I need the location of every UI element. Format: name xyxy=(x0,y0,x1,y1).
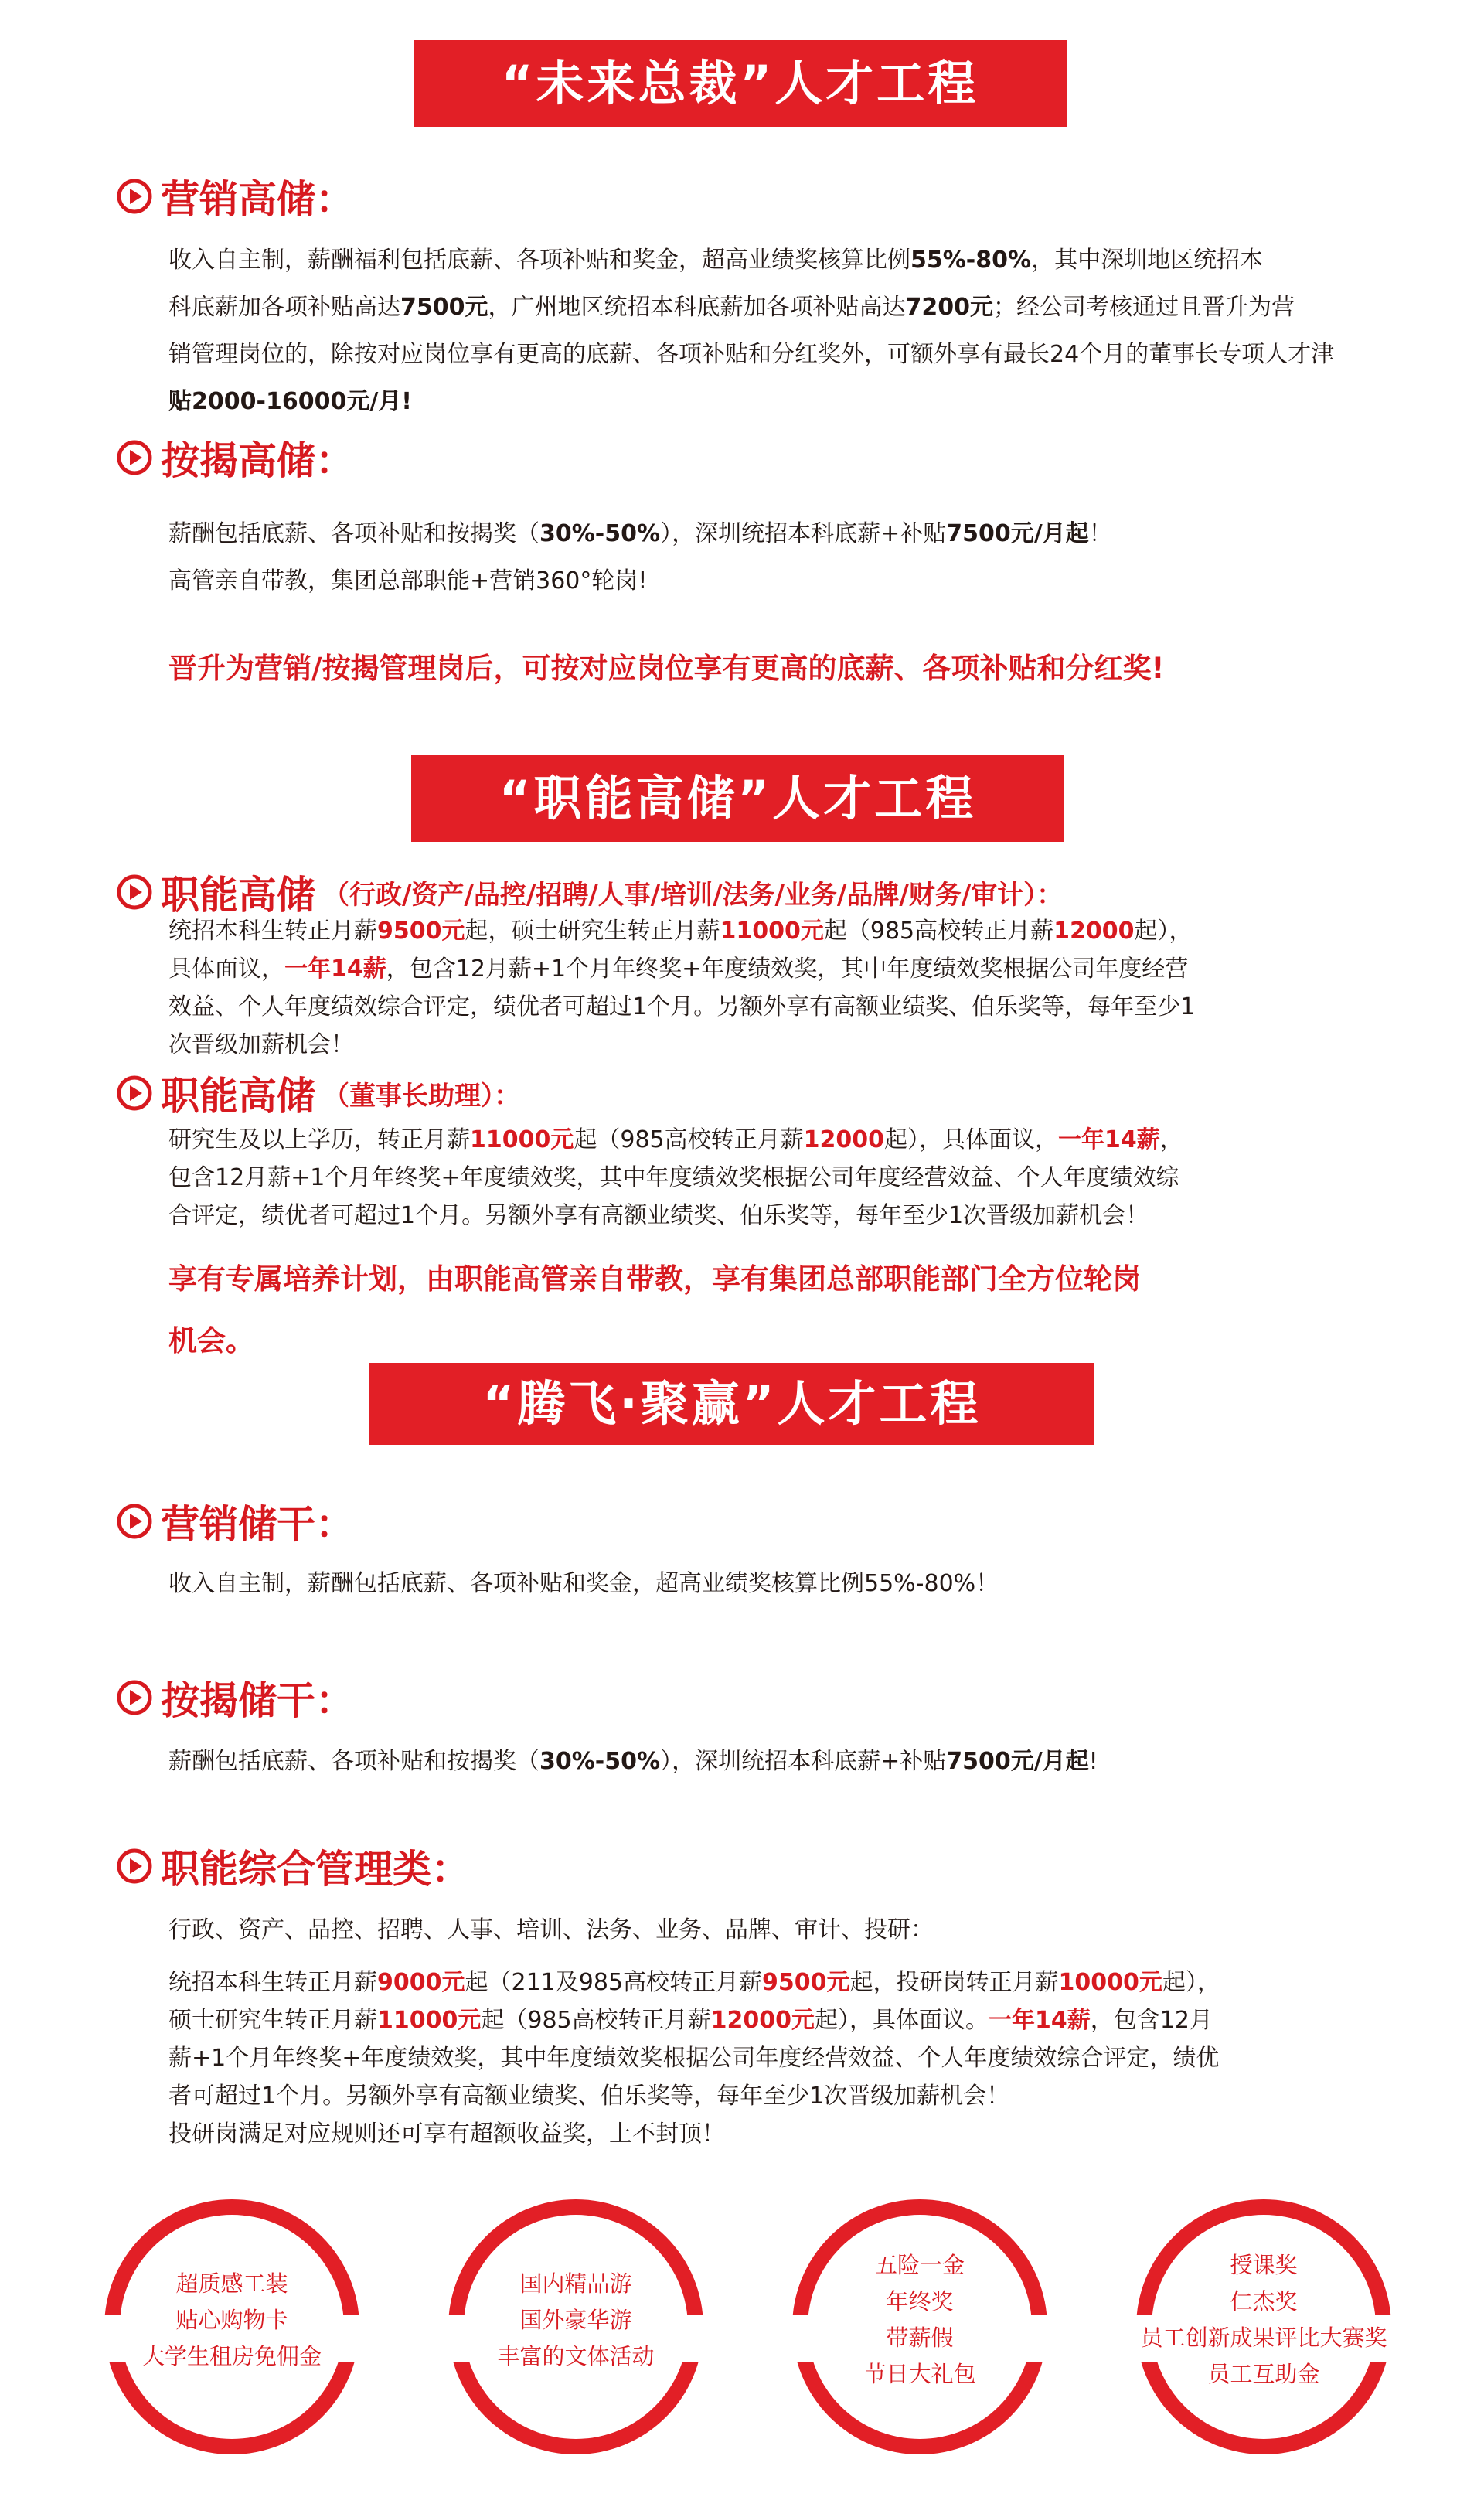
text-run: ），深圳统招本科底薪+补贴 xyxy=(660,520,947,547)
text-run: 薪+1个月年终奖+年度绩效奖，其中年度绩效奖根据公司年度经营效益、个人年度绩效综合评定，绩优 xyxy=(168,2045,1220,2072)
heading-text: 营销储干： xyxy=(161,1502,354,1547)
text-run: 硕士研究生转正月薪 xyxy=(168,2007,377,2034)
benefit-circle-perks xyxy=(85,2199,379,2454)
text-run: 次晋级加薪机会！ xyxy=(168,1031,354,1058)
text-run: 效益、个人年度绩效综合评定，绩优者可超过1个月。另额外享有高额业绩奖、伯乐奖等，每年至少1 xyxy=(168,993,1196,1020)
heading-text: 营销高储： xyxy=(161,177,354,222)
benefit-circle-travel xyxy=(429,2199,723,2454)
text-run: 起，投研岗转正月薪 xyxy=(849,1969,1059,1996)
text-run: ， xyxy=(1159,1126,1183,1153)
text-run: 起（985高校转正月薪 xyxy=(823,918,1054,945)
benefit-line: 超质感工装 xyxy=(175,2270,288,2297)
training-note xyxy=(168,1248,1141,1372)
play-circle-icon xyxy=(116,874,153,911)
benefit-circle-awards xyxy=(1117,2199,1411,2454)
text-run: 薪酬包括底薪、各项补贴和按揭奖（ xyxy=(168,520,539,547)
benefit-line: 带薪假 xyxy=(886,2325,954,2351)
text-run: 一年14薪 xyxy=(989,2007,1091,2034)
benefit-line: 贴心购物卡 xyxy=(175,2307,288,2333)
text-line xyxy=(168,1197,1183,1235)
text-run: 9500元 xyxy=(377,918,465,945)
benefit-line: 节日大礼包 xyxy=(863,2361,976,2387)
mortgage-reserve-body xyxy=(168,510,1112,605)
benefit-line: 年终奖 xyxy=(886,2288,954,2315)
text-run: 高管亲自带教，集团总部职能+营销360°轮岗! xyxy=(168,567,648,594)
text-run: 收入自主制，薪酬包括底薪、各项补贴和奖金，超高业绩奖核算比例55%-80%！ xyxy=(168,1570,999,1597)
text-run: 12000元 xyxy=(710,2007,815,2034)
text-run: ；经公司考核通过且晋升为营 xyxy=(993,294,1295,321)
text-run: 行政、资产、品控、招聘、人事、培训、法务、业务、品牌、审计、投研： xyxy=(168,1916,934,1943)
heading-text: 按揭高储： xyxy=(161,438,354,483)
text-run: 一年14薪 xyxy=(284,955,386,983)
text-line xyxy=(168,2001,1220,2039)
banner-text: “未来总裁”人才工程 xyxy=(501,55,979,111)
play-circle-icon xyxy=(116,1503,153,1540)
text-line xyxy=(168,988,1195,1026)
text-line xyxy=(168,1964,1220,2001)
text-run: 一年14薪 xyxy=(1058,1126,1160,1153)
text-line xyxy=(168,1026,1195,1064)
text-run: 薪酬包括底薪、各项补贴和按揭奖（ xyxy=(168,1748,539,1775)
heading-subtext: （行政/资产/品控/招聘/人事/培训/法务/业务/品牌/财务/审计）： xyxy=(323,879,1064,911)
text-run: 7500元 xyxy=(400,294,488,321)
text-line xyxy=(168,331,1334,378)
banner-text: “腾飞·聚赢”人才工程 xyxy=(482,1375,982,1432)
benefit-line: 仁杰奖 xyxy=(1230,2288,1298,2315)
benefit-line: 员工创新成果评比大赛奖 xyxy=(1140,2325,1387,2351)
functional-management-heading xyxy=(116,1838,470,1894)
text-run: 科底薪加各项补贴高达 xyxy=(168,294,400,321)
text-line xyxy=(168,378,1334,425)
text-run: 统招本科生转正月薪 xyxy=(168,918,377,945)
text-run: 研究生及以上学历，转正月薪 xyxy=(168,1126,470,1153)
chairman-assistant-body xyxy=(168,1121,1183,1235)
text-run: ，包含12月薪+1个月年终奖+年度绩效奖，其中年度绩效奖根据公司年度经营 xyxy=(386,955,1189,983)
marketing-cadre-body xyxy=(168,1560,999,1607)
text-run: 销管理岗位的，除按对应岗位享有更高的底薪、各项补贴和分红奖外，可额外享有最长24个月的董事长专项人才津 xyxy=(168,341,1335,368)
text-run: ，包含12月 xyxy=(1090,2007,1213,2034)
text-line xyxy=(168,557,1112,605)
text-run: 起）， xyxy=(1134,918,1193,945)
section-banner-functional-reserve xyxy=(411,755,1064,842)
text-run: 30%-50% xyxy=(539,1748,661,1775)
benefit-line: 国内精品游 xyxy=(519,2270,632,2297)
chairman-assistant-heading xyxy=(116,1065,520,1121)
benefit-line: 大学生租房免佣金 xyxy=(141,2343,322,2369)
text-run: 55%-80% xyxy=(910,247,1032,274)
text-run: 起（985高校转正月薪 xyxy=(481,2007,711,2034)
play-circle-icon xyxy=(116,1075,153,1112)
text-run: 投研岗满足对应规则还可享有超额收益奖，上不封顶！ xyxy=(168,2120,725,2148)
text-run: 30%-50% xyxy=(539,520,661,547)
mortgage-reserve-heading xyxy=(116,430,354,485)
play-circle-icon xyxy=(116,178,153,215)
text-run: 贴 xyxy=(168,388,192,415)
heading-text: 职能综合管理类： xyxy=(161,1847,470,1892)
text-run: 11000元 xyxy=(720,918,824,945)
text-run: 7200元 xyxy=(905,294,993,321)
text-run: 起），具体面议， xyxy=(884,1126,1059,1153)
text-line xyxy=(168,2039,1220,2077)
text-run: 收入自主制，薪酬福利包括底薪、各项补贴和奖金，超高业绩奖核算比例 xyxy=(168,247,910,274)
text-run: 10000元 xyxy=(1058,1969,1162,1996)
play-circle-icon xyxy=(116,1679,153,1716)
section-banner-future-president xyxy=(414,40,1067,127)
benefit-line: 授课奖 xyxy=(1230,2252,1298,2278)
benefit-line: 国外豪华游 xyxy=(519,2307,632,2333)
text-run: 7500元/月起 xyxy=(946,1748,1089,1775)
text-line xyxy=(168,1121,1183,1159)
note-line: 机会。 xyxy=(168,1324,254,1357)
text-line xyxy=(168,912,1195,950)
benefit-line: 员工互助金 xyxy=(1207,2361,1320,2387)
text-line xyxy=(168,1738,1098,1785)
section-banner-soaring-win xyxy=(369,1363,1094,1445)
heading-text: 职能高储 xyxy=(161,873,315,918)
text-run: ，其中深圳地区统招本 xyxy=(1031,247,1264,274)
text-line xyxy=(168,1159,1183,1197)
benefit-line: 五险一金 xyxy=(874,2252,965,2278)
note-text: 晋升为营销/按揭管理岗后，可按对应岗位享有更高的底薪、各项补贴和分红奖! xyxy=(168,652,1165,685)
text-run: ，广州地区统招本科底薪加各项补贴高达 xyxy=(488,294,906,321)
heading-text: 按揭储干： xyxy=(161,1678,354,1723)
functional-reserve-body xyxy=(168,912,1195,1064)
text-run: 起（985高校转正月薪 xyxy=(574,1126,804,1153)
text-run: 者可超过1个月。另额外享有高额业绩奖、伯乐奖等，每年至少1次晋级加薪机会！ xyxy=(168,2083,1010,2110)
text-run: 2000-16000元/月 xyxy=(192,388,402,415)
play-circle-icon xyxy=(116,439,153,476)
benefit-line: 丰富的文体活动 xyxy=(497,2343,655,2369)
benefit-lines xyxy=(773,2247,1067,2393)
text-line xyxy=(168,1906,934,1953)
heading-subtext: （董事长助理）： xyxy=(323,1080,520,1112)
text-run: ! xyxy=(1088,1748,1098,1775)
text-line xyxy=(168,2115,1220,2153)
marketing-reserve-body xyxy=(168,237,1334,425)
text-run: ），深圳统招本科底薪+补贴 xyxy=(660,1748,947,1775)
promotion-note xyxy=(168,645,1164,686)
text-line xyxy=(168,950,1195,988)
text-run: 9500元 xyxy=(762,1969,850,1996)
text-run: 统招本科生转正月薪 xyxy=(168,1969,377,1996)
text-line xyxy=(168,2077,1220,2115)
text-line xyxy=(168,1560,999,1607)
mortgage-cadre-body xyxy=(168,1738,1098,1785)
benefit-lines xyxy=(85,2266,379,2375)
text-run: 12000 xyxy=(1053,918,1135,945)
text-run: 起）， xyxy=(1162,1969,1220,1996)
heading-text: 职能高储 xyxy=(161,1074,315,1119)
text-run: 合评定，绩优者可超过1个月。另额外享有高额业绩奖、伯乐奖等，每年至少1次晋级加薪机会！ xyxy=(168,1202,1149,1229)
text-run: 9000元 xyxy=(377,1969,465,1996)
text-run: 具体面议， xyxy=(168,955,284,983)
benefit-lines xyxy=(429,2266,723,2375)
text-run: 11000元 xyxy=(377,2007,482,2034)
text-run: 11000元 xyxy=(470,1126,574,1153)
text-run: 起（211及985高校转正月薪 xyxy=(465,1969,763,1996)
text-run: ！ xyxy=(1088,520,1112,547)
marketing-reserve-heading xyxy=(116,169,354,224)
text-run: 起，硕士研究生转正月薪 xyxy=(465,918,720,945)
text-run: 7500元/月起 xyxy=(946,520,1089,547)
text-run: 包含12月薪+1个月年终奖+年度绩效奖，其中年度绩效奖根据公司年度经营效益、个人年度绩效综 xyxy=(168,1164,1179,1191)
text-run: ! xyxy=(401,388,412,415)
benefit-lines xyxy=(1117,2247,1411,2393)
play-circle-icon xyxy=(116,1848,153,1885)
banner-text: “职能高储”人才工程 xyxy=(499,770,977,826)
marketing-cadre-heading xyxy=(116,1494,354,1549)
text-run: 12000 xyxy=(803,1126,885,1153)
mortgage-cadre-heading xyxy=(116,1670,354,1725)
text-run: 起），具体面议。 xyxy=(815,2007,989,2034)
functional-management-body xyxy=(168,1964,1220,2153)
text-line xyxy=(168,510,1112,557)
note-line: 享有专属培养计划，由职能高管亲自带教，享有集团总部职能部门全方位轮岗 xyxy=(168,1262,1141,1296)
text-line xyxy=(168,237,1334,284)
functional-management-categories xyxy=(168,1906,934,1953)
benefit-circle-insurance xyxy=(773,2199,1067,2454)
text-line xyxy=(168,284,1334,331)
